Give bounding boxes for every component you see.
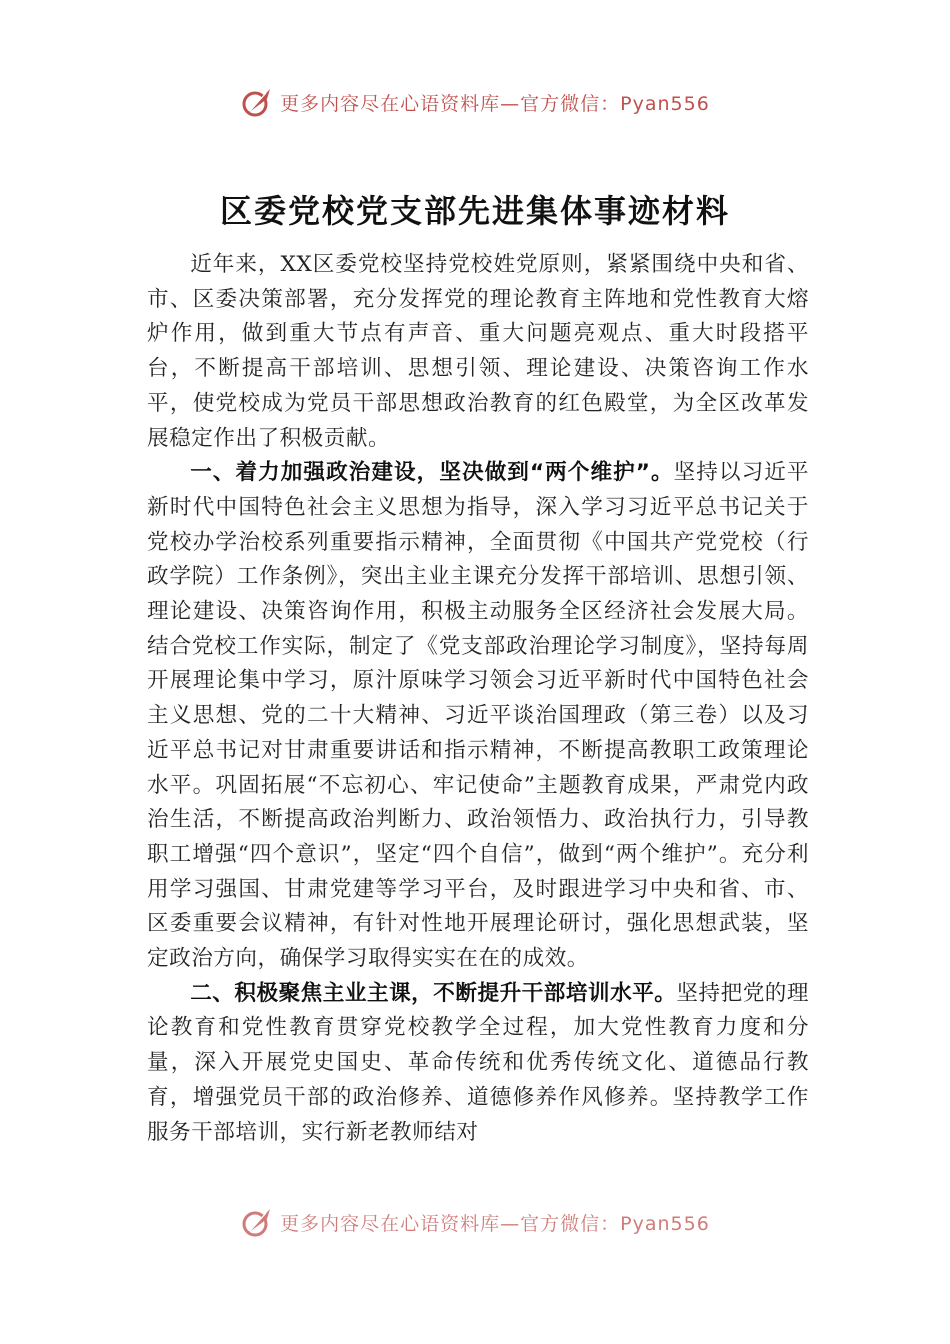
watermark-banner-top: [0, 82, 950, 122]
quill-logo-icon: [240, 1205, 274, 1239]
watermark-text: 更多内容尽在心语资料库—官方微信：Pyan556: [280, 92, 710, 115]
paragraph-intro: [147, 248, 809, 456]
paragraph-body: 坚持把党的理论教育和党性教育贯穿党校教学全过程，加大党性教育力度和分量，深入开展党史国史、革命传统和优秀传统文化、道德品行教育，增强党员干部的政治修养、道德修养作风修养。坚持教学工作服务干部培训，实行新老教师结对: [147, 980, 809, 1145]
paragraph-section-2: [147, 977, 809, 1151]
quill-logo-icon: [240, 85, 274, 119]
paragraph-body: 坚持以习近平新时代中国特色社会主义思想为指导，深入学习习近平总书记关于党校办学治校系列重要指示精神，全面贯彻《中国共产党党校（行政学院）工作条例》，突出主业主课充分发挥干部培训、思想引领、理论建设、决策咨询作用，积极主动服务全区经济社会发展大局。结合党校工作实际，制定了《党支部政治理论学习制度》，坚持每周开展理论集中学习，原汁原味学习领会习近平新时代中国特色社会主义思想、党的二十大精神、习近平谈治国理政（第三卷）以及习近平总书记对甘肃重要讲话和指示精神，不断提高教职工政策理论水平。巩固拓展“不忘初心、牢记使命”主题教育成果，严肃党内政治生活，不断提高政治判断力、政治领悟力、政治执行力，引导教职工增强“四个意识”，坚定“四个自信”，做到“两个维护”。充分利用学习强国、甘肃党建等学习平台，及时跟进学习中央和省、市、区委重要会议精神，有针对性地开展理论研讨，强化思想武装，坚定政治方向，确保学习取得实实在在的成效。: [147, 460, 809, 972]
paragraph-section-1: [147, 456, 809, 977]
section-heading: 一、着力加强政治建设，坚决做到“两个维护”。: [190, 460, 674, 486]
paragraph-body: 近年来，XX区委党校坚持党校姓党原则，紧紧围绕中央和省、市、区委决策部署，充分发挥党的理论教育主阵地和党性教育大熔炉作用，做到重大节点有声音、重大问题亮观点、重大时段搭平台，不断提高干部培训、思想引领、理论建设、决策咨询工作水平，使党校成为党员干部思想政治教育的红色殿堂，为全区改革发展稳定作出了积极贡献。: [147, 252, 809, 451]
document-body: [147, 248, 809, 1150]
section-heading: 二、积极聚焦主业主课，不断提升干部培训水平。: [190, 980, 677, 1006]
document-title: 区委党校党支部先进集体事迹材料: [219, 192, 730, 230]
watermark-text: 更多内容尽在心语资料库—官方微信：Pyan556: [280, 1212, 710, 1235]
watermark-banner-bottom: [0, 1202, 950, 1242]
